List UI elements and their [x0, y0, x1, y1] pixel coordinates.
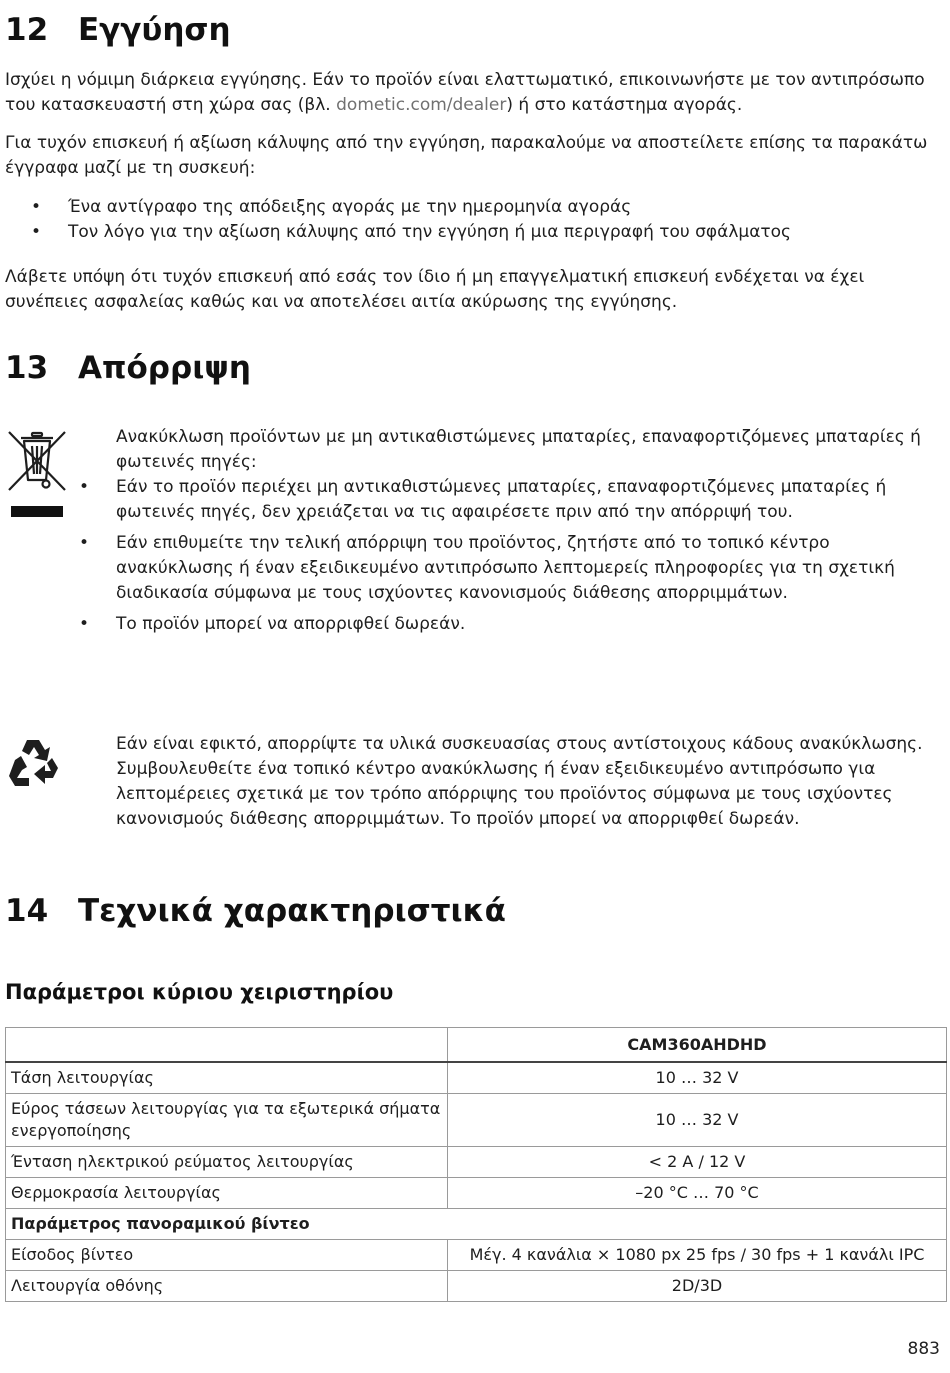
table-row	[6, 1094, 947, 1147]
weee-list	[116, 475, 946, 637]
list-item: • Τον λόγο για την αξίωση κάλυψης από την εγγύηση ή μια περιγραφή του σφάλματος	[68, 220, 938, 245]
weee-recycling-block	[116, 425, 946, 643]
warranty-paragraph-1	[5, 68, 945, 118]
recycling-symbol-icon	[5, 736, 69, 796]
list-item: • Ένα αντίγραφο της απόδειξης αγοράς με την ημερομηνία αγοράς	[68, 195, 938, 220]
paragraph-text: ) ή στο κατάστημα αγοράς.	[506, 95, 743, 115]
table-header-empty	[6, 1028, 448, 1063]
section-number: 13	[5, 350, 49, 386]
weee-intro: Ανακύκλωση προϊόντων με μη αντικαθιστώμενες μπαταρίες, επαναφορτιζόμενες μπαταρίες ή φωτεινές πηγές:	[116, 427, 921, 472]
packaging-recycling-text: Εάν είναι εφικτό, απορρίψτε τα υλικά συσκευασίας στους αντίστοιχους κάδους ανακύκλωσης. Συμβουλευθείτε ένα τοπικό κέντρο ανακύκλωσης ή έναν εξειδικευμένο αντιπρόσωπο για λεπτομέρειες σχετικά με τον τρόπο απόρριψης του προϊόντος σύμφωνα με τους ισχύοντες κανονισμούς διάθεσης απορριμμάτων. Το προϊόν μπορεί να απορριφθεί δωρεάν.	[116, 734, 923, 829]
table-row	[6, 1178, 947, 1209]
page-number: 883	[907, 1339, 940, 1359]
crossed-out-wheelie-bin-icon	[5, 428, 69, 520]
table-group-row	[6, 1209, 947, 1240]
specs-table	[5, 1027, 947, 1302]
table-row	[6, 1062, 947, 1094]
group-label: Παράμετρος πανοραμικού βίντεο	[6, 1209, 947, 1240]
section-number: 14	[5, 893, 49, 929]
row-value: 2D/3D	[448, 1271, 947, 1302]
model-header: CAM360AHDHD	[448, 1028, 947, 1063]
list-item: • Εάν το προϊόν περιέχει μη αντικαθιστώμενες μπαταρίες, επαναφορτιζόμενες μπαταρίες ή φωτεινές πηγές, δεν χρειάζεται να τις αφαιρέσετε πριν από την απόρριψή του.	[116, 475, 946, 525]
section-title: Εγγύηση	[78, 12, 231, 48]
row-label: Είσοδος βίντεο	[6, 1240, 448, 1271]
paragraph-text: Ισχύει η νόμιμη διάρκεια εγγύησης. Εάν το προϊόν είναι ελαττωματικό, επικοινωνήστε με τον αντιπρόσωπο του κατασκευαστή στη χώρα σας (βλ.	[5, 70, 925, 115]
table-row	[6, 1240, 947, 1271]
row-label: Τάση λειτουργίας	[6, 1062, 448, 1094]
row-value: < 2 A / 12 V	[448, 1147, 947, 1178]
section-13-heading	[5, 350, 251, 386]
row-value: 10 … 32 V	[448, 1094, 947, 1147]
table-row	[6, 1147, 947, 1178]
section-title: Απόρριψη	[78, 350, 251, 386]
row-value: Μέγ. 4 κανάλια × 1080 px 25 fps / 30 fps + 1 κανάλι IPC	[448, 1240, 947, 1271]
warranty-paragraph-2: Για τυχόν επισκευή ή αξίωση κάλυψης από την εγγύηση, παρακαλούμε να αποστείλετε επίσης τα παρακάτω έγγραφα μαζί με τη συσκευή:	[5, 133, 928, 178]
row-value: 10 … 32 V	[448, 1062, 947, 1094]
section-title: Τεχνικά χαρακτηριστικά	[78, 893, 506, 929]
dealer-link[interactable]: dometic.com/dealer	[336, 95, 507, 115]
subsection-title: Παράμετροι κύριου χειριστηρίου	[5, 980, 394, 1004]
section-12-heading	[5, 12, 231, 48]
warranty-document-list	[68, 195, 938, 245]
row-label: Ένταση ηλεκτρικού ρεύματος λειτουργίας	[6, 1147, 448, 1178]
section-number: 12	[5, 12, 49, 48]
list-item: • Το προϊόν μπορεί να απορριφθεί δωρεάν.	[116, 612, 946, 637]
row-label: Θερμοκρασία λειτουργίας	[6, 1178, 448, 1209]
row-label: Λειτουργία οθόνης	[6, 1271, 448, 1302]
warranty-paragraph-3: Λάβετε υπόψη ότι τυχόν επισκευή από εσάς τον ίδιο ή μη επαγγελματική επισκευή ενδέχεται να έχει συνέπειες ασφαλείας καθώς και να αποτελέσει αιτία ακύρωσης της εγγύησης.	[5, 267, 865, 312]
row-label: Εύρος τάσεων λειτουργίας για τα εξωτερικά σήματα ενεργοποίησης	[6, 1094, 448, 1147]
list-item: • Εάν επιθυμείτε την τελική απόρριψη του προϊόντος, ζητήστε από το τοπικό κέντρο ανακύκλωσης ή έναν εξειδικευμένο αντιπρόσωπο λεπτομερείς πληροφορίες για τη σχετική διαδικασία σύμφωνα με τους ισχύοντες κανονισμούς διάθεσης απορριμμάτων.	[116, 531, 946, 606]
section-14-heading	[5, 893, 506, 929]
table-row	[6, 1271, 947, 1302]
table-header-row	[6, 1028, 947, 1063]
row-value: –20 °C … 70 °C	[448, 1178, 947, 1209]
